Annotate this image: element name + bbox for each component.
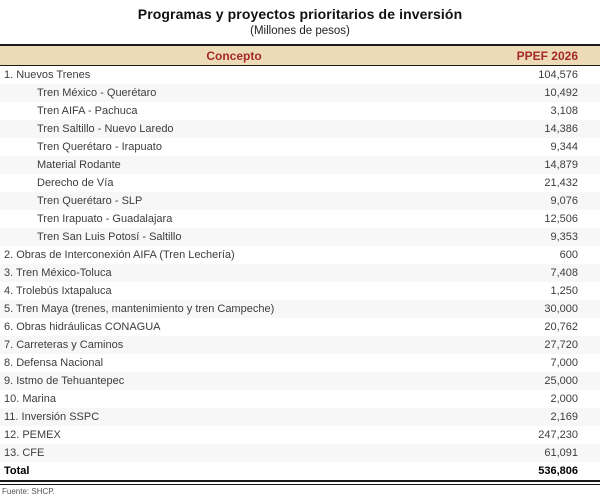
row-ppef-2026-value: 14,879 — [544, 159, 578, 171]
table-row — [0, 192, 600, 210]
row-ppef-2026-value: 21,432 — [544, 177, 578, 189]
row-concepto-label: Tren Irapuato - Guadalajara — [37, 213, 173, 225]
row-ppef-2026-value: 600 — [559, 249, 578, 261]
table-row-total — [0, 462, 600, 480]
row-concepto-label: Tren Querétaro - Irapuato — [37, 141, 162, 153]
row-concepto-label: 10. Marina — [4, 393, 56, 405]
table-row — [0, 282, 600, 300]
row-ppef-2026-value: 1,250 — [550, 285, 578, 297]
row-ppef-2026-value: 10,492 — [544, 87, 578, 99]
row-concepto-label: 5. Tren Maya (trenes, mantenimiento y tren Campeche) — [4, 303, 275, 315]
row-concepto-label: 8. Defensa Nacional — [4, 357, 104, 369]
row-concepto-label: Tren San Luis Potosí - Saltillo — [37, 231, 182, 243]
table-row — [0, 318, 600, 336]
row-ppef-2026-value: 25,000 — [544, 375, 578, 387]
table-header-row — [0, 44, 600, 66]
column-header-ppef-2026: PPEF 2026 — [516, 48, 578, 63]
row-concepto-label: Total — [4, 465, 30, 477]
row-concepto-label: Derecho de Vía — [37, 177, 114, 189]
row-concepto-label: Tren AIFA - Pachuca — [37, 105, 138, 117]
table-bottom-rule-thick — [0, 480, 600, 482]
row-ppef-2026-value: 9,353 — [550, 231, 578, 243]
table-row — [0, 66, 600, 84]
table-body — [0, 66, 600, 480]
row-ppef-2026-value: 104,576 — [538, 69, 578, 81]
row-concepto-label: 6. Obras hidráulicas CONAGUA — [4, 321, 161, 333]
row-concepto-label: Material Rodante — [37, 159, 121, 171]
row-concepto-label: Tren Saltillo - Nuevo Laredo — [37, 123, 174, 135]
row-concepto-label: 9. Istmo de Tehuantepec — [4, 375, 125, 387]
row-concepto-label: 1. Nuevos Trenes — [4, 69, 91, 81]
investment-table — [0, 44, 600, 485]
table-row — [0, 156, 600, 174]
row-ppef-2026-value: 30,000 — [544, 303, 578, 315]
row-concepto-label: 4. Trolebús Ixtapaluca — [4, 285, 112, 297]
table-subtitle: (Millones de pesos) — [250, 25, 350, 37]
table-row — [0, 210, 600, 228]
table-row — [0, 372, 600, 390]
row-concepto-label: Tren México - Querétaro — [37, 87, 157, 99]
table-row — [0, 228, 600, 246]
row-concepto-label: 2. Obras de Interconexión AIFA (Tren Lechería) — [4, 249, 235, 261]
row-concepto-label: 12. PEMEX — [4, 429, 61, 441]
row-ppef-2026-value: 20,762 — [544, 321, 578, 333]
row-ppef-2026-value: 247,230 — [538, 429, 578, 441]
row-ppef-2026-value: 27,720 — [544, 339, 578, 351]
table-row — [0, 264, 600, 282]
row-ppef-2026-value: 536,806 — [538, 465, 578, 477]
source-note: Fuente: SHCP. — [2, 486, 55, 496]
row-concepto-label: 13. CFE — [4, 447, 45, 459]
table-row — [0, 444, 600, 462]
row-concepto-label: 7. Carreteras y Caminos — [4, 339, 124, 351]
row-ppef-2026-value: 61,091 — [544, 447, 578, 459]
row-concepto-label: 3. Tren México-Toluca — [4, 267, 112, 279]
row-ppef-2026-value: 3,108 — [550, 105, 578, 117]
table-title: Programas y proyectos prioritarios de inversión — [137, 6, 463, 22]
row-ppef-2026-value: 2,000 — [550, 393, 578, 405]
table-row — [0, 138, 600, 156]
table-row — [0, 246, 600, 264]
table-row — [0, 336, 600, 354]
row-ppef-2026-value: 7,000 — [550, 357, 578, 369]
row-ppef-2026-value: 9,076 — [550, 195, 578, 207]
table-row — [0, 300, 600, 318]
row-ppef-2026-value: 12,506 — [544, 213, 578, 225]
table-row — [0, 408, 600, 426]
row-ppef-2026-value: 2,169 — [550, 411, 578, 423]
row-concepto-label: Tren Querétaro - SLP — [37, 195, 143, 207]
table-row — [0, 174, 600, 192]
table-row — [0, 354, 600, 372]
table-row — [0, 390, 600, 408]
row-ppef-2026-value: 7,408 — [550, 267, 578, 279]
column-header-concepto: Concepto — [206, 48, 262, 63]
table-row — [0, 120, 600, 138]
table-row — [0, 102, 600, 120]
row-ppef-2026-value: 9,344 — [550, 141, 578, 153]
row-concepto-label: 11. Inversión SSPC — [4, 411, 100, 423]
table-row — [0, 426, 600, 444]
table-row — [0, 84, 600, 102]
row-ppef-2026-value: 14,386 — [544, 123, 578, 135]
